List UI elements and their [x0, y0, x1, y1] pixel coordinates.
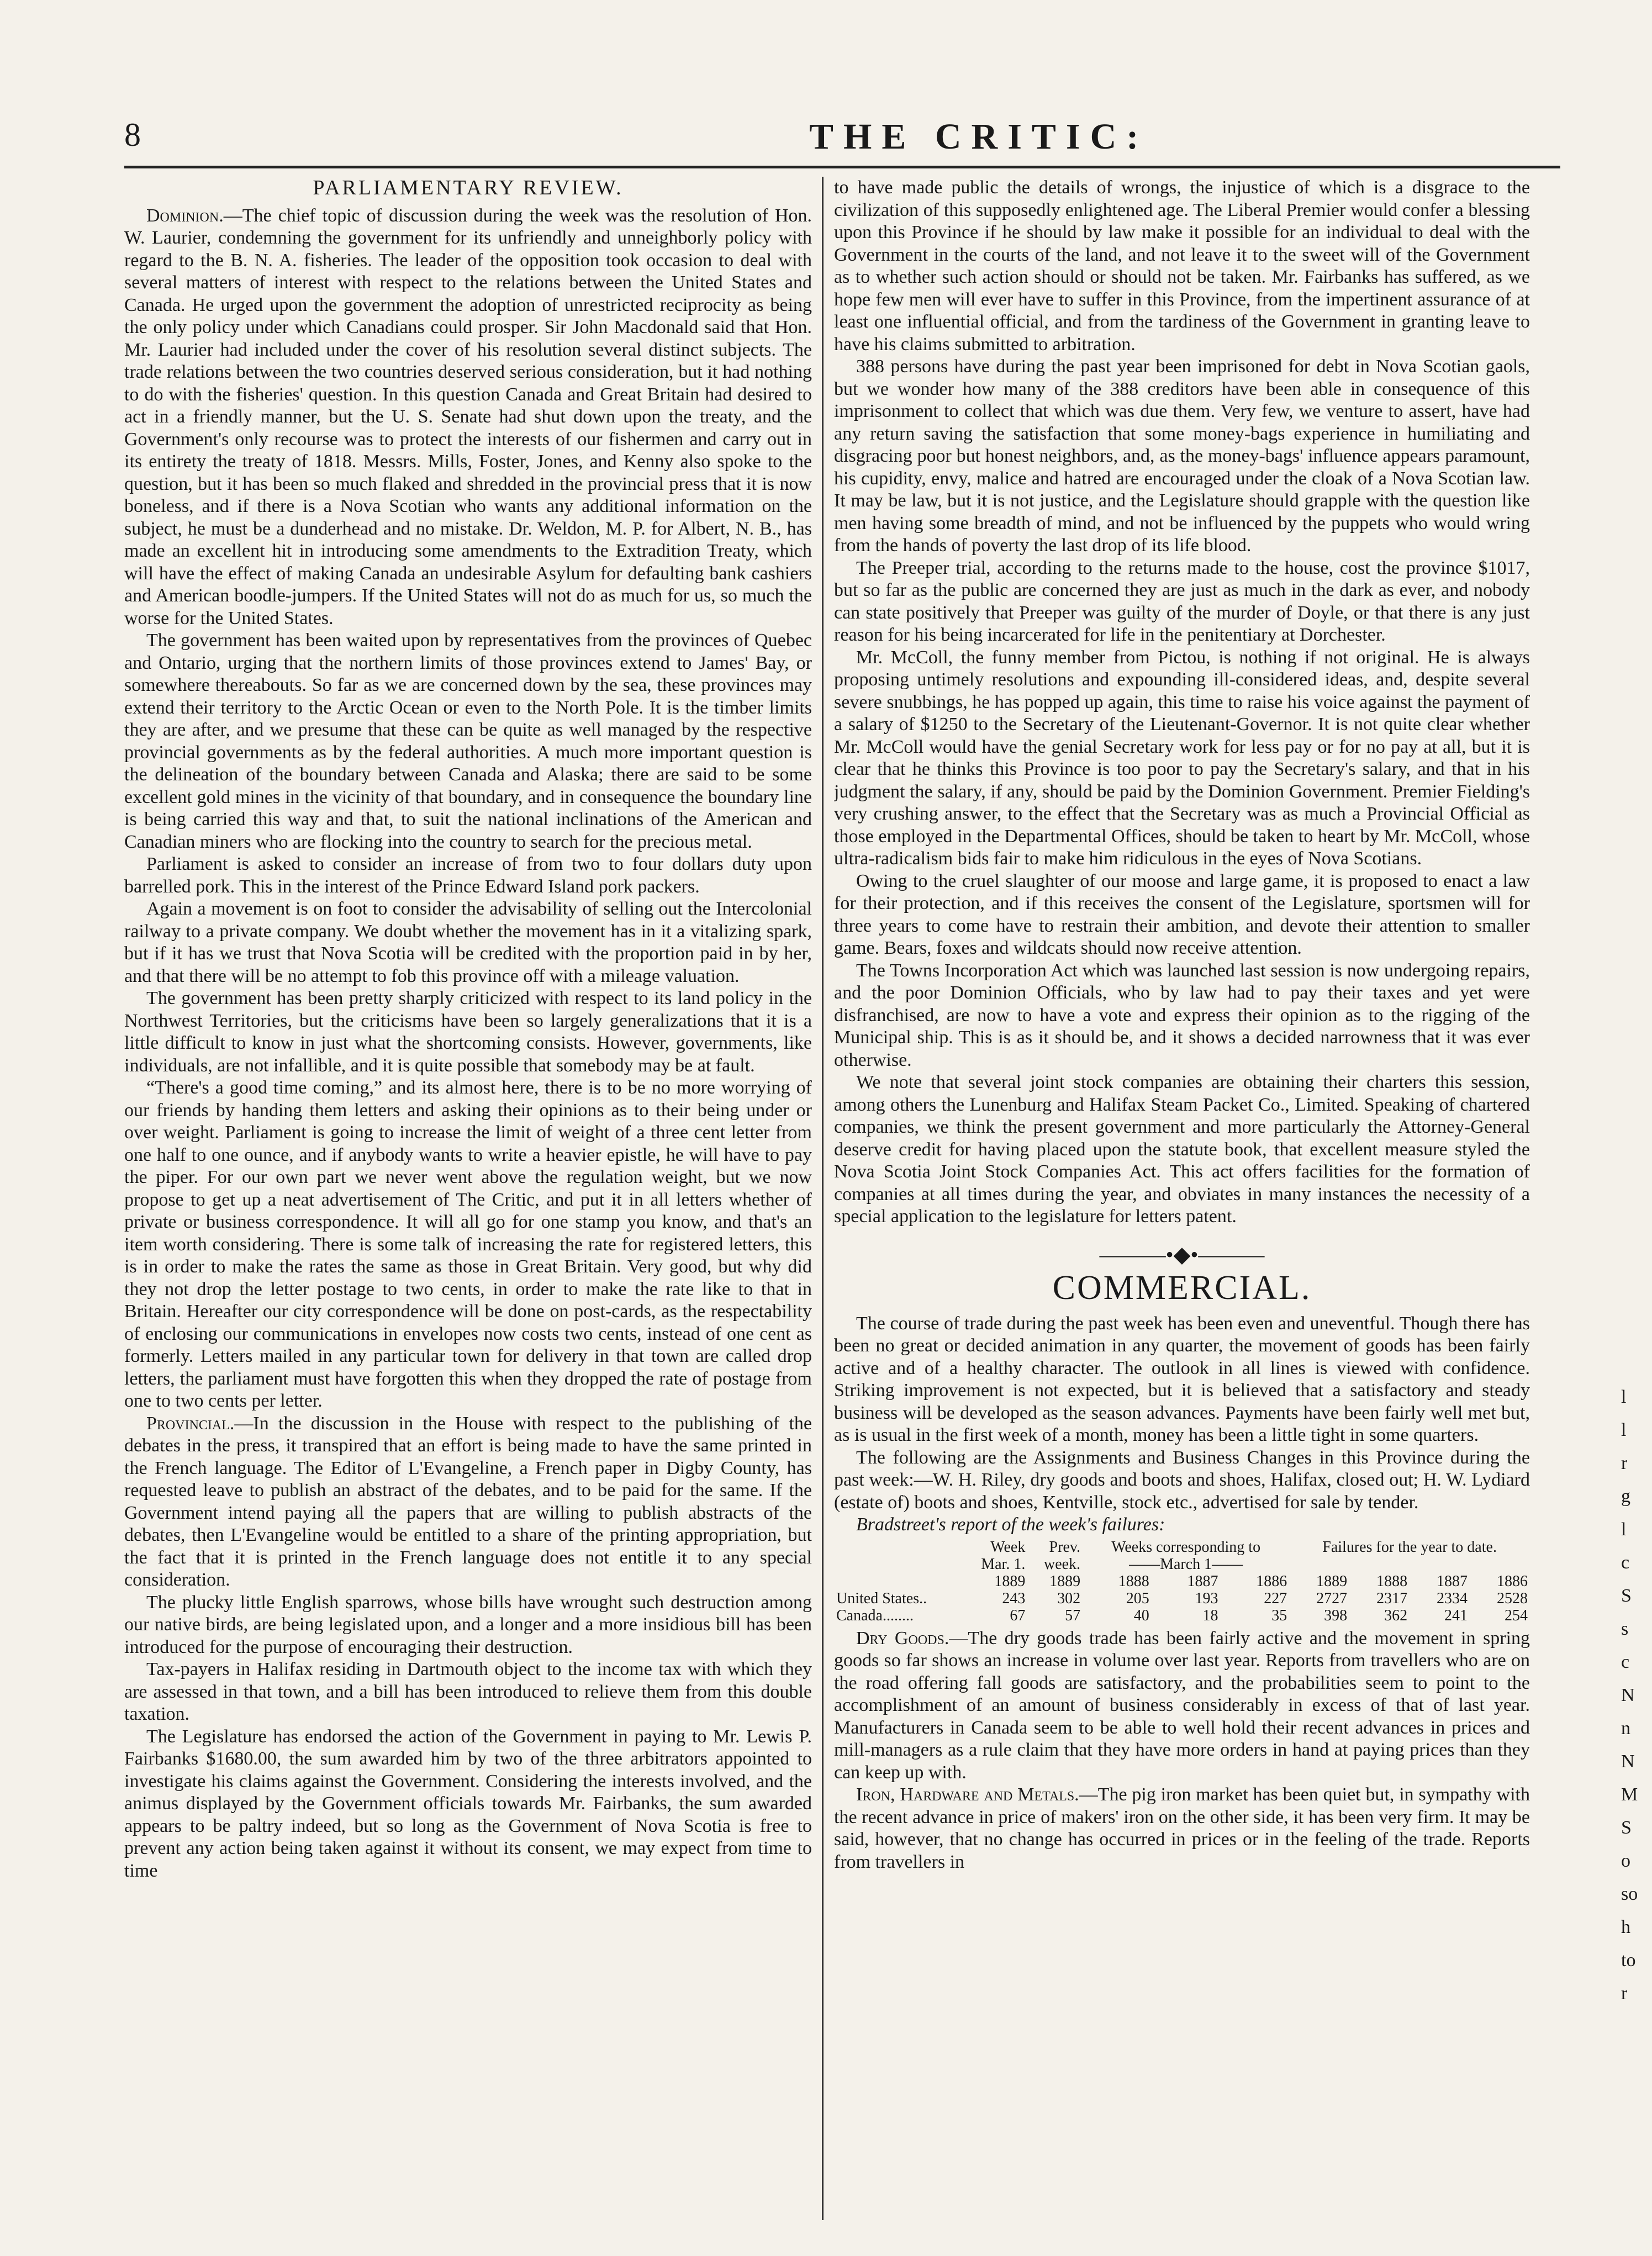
table-cell: 18 [1202, 1607, 1218, 1624]
table-cell: 35 [1271, 1607, 1287, 1624]
table-cell: 40 [1133, 1607, 1149, 1624]
right-column [834, 177, 1530, 2220]
table-caption-text: Bradstreet's report of the week's failures: [856, 1514, 1165, 1535]
column-divider [822, 177, 824, 2220]
table-header-row [834, 1539, 1530, 1556]
edge-char: so [1621, 1884, 1638, 1904]
table-cell: 1887 [1436, 1572, 1468, 1590]
table-header-cell: Weeks corresponding to [1111, 1538, 1261, 1556]
paragraph: The following are the Assignments and Business Changes in this Province during the past week:—W. H. Riley, dry goods and boots and shoes, Halifax, closed out; H. W. Lydiard (estate of) boots and shoes, Kentville, stock etc., advertised for sale by tender. [834, 1447, 1530, 1513]
paragraph: The government has been pretty sharply criticized with respect to its land policy in the Northwest Territories, but the criticisms have been so largely generalizations that it is a little difficult to know in just what the shortcoming consists. However, governments, like individuals, are not infallible, and it is quite possible that somebody may be at fault. [124, 988, 812, 1076]
table-cell: 398 [1324, 1607, 1348, 1624]
table-cell: 1888 [1376, 1572, 1408, 1590]
edge-char: l [1621, 1420, 1627, 1440]
edge-char: h [1621, 1917, 1630, 1937]
paragraph-text: —The pig iron market has been quiet but, in sympathy with the recent advance in price of makers' iron on the other side, it has been very firm. It may be said, however, that no change has occurred in prices or in the feeling of the trade. Reports from travellers in [834, 1784, 1530, 1872]
table-cell: 67 [1010, 1607, 1026, 1624]
table-cell: 362 [1384, 1607, 1408, 1624]
paragraph: 388 persons have during the past year been imprisoned for debt in Nova Scotian gaols, but we wonder how many of the 388 creditors have been able in consequence of this imprisonment to collect that which was due them. Very few, we venture to assert, have had any return saving the satisfaction that some money-bags experience in humiliating and disgracing poor but honest neighbors, and, as the money-bags' influence appears paramount, his cupidity, envy, malice and hatred are encouraged under the cloak of a Nova Scotian law. It may be law, but it is not justice, and the Legislature should grapple with the question like men having some breadth of mind, and not be influenced by the puppets who would wring from the hands of poverty the last drop of its life blood. [834, 356, 1530, 556]
commercial-title: COMMERCIAL. [1052, 1269, 1312, 1307]
table-header-cell: week. [1043, 1555, 1081, 1573]
edge-char: l [1621, 1519, 1627, 1540]
page-number: 8 [124, 117, 141, 153]
table-cell: 254 [1505, 1607, 1528, 1624]
table-row-label: United States.. [836, 1589, 927, 1607]
failures-table [834, 1539, 1530, 1624]
table-cell: 2727 [1316, 1589, 1348, 1607]
table-caption [834, 1514, 1530, 1536]
section-divider-ornament: ———•◆•——— [1099, 1241, 1265, 1267]
table-row [834, 1607, 1530, 1624]
paragraph: We note that several joint stock companies are obtaining their charters this session, among others the Lunenburg and Halifax Steam Packet Co., Limited. Speaking of chartered companies, we think the present government and more particularly the Attorney-General deserve credit for having placed upon the statute book, that excellent measure styled the Nova Scotia Joint Stock Companies Act. This act offers facilities for the formation of companies at all times during the year, and obviates in many instances the necessity of a special application to the legislature for letters patent. [834, 1072, 1530, 1227]
table-year-row [834, 1573, 1530, 1590]
table-header-cell: Mar. 1. [981, 1555, 1026, 1573]
paragraph: Owing to the cruel slaughter of our moose and large game, it is proposed to enact a law for their protection, and if this receives the consent of the Legislature, sportsmen will for three years to come have to restrain their ambition, and devote their attention to smaller game. Bears, foxes and wildcats should now receive attention. [834, 870, 1530, 958]
paragraph: The course of trade during the past week has been even and uneventful. Though there has been no great or decided animation in any quarter, the movement of goods has been fairly active and of a healthy character. The outlook in all lines is viewed with confidence. Striking improvement is not expected, but it is believed that a satisfactory and steady business will be developed as the season advances. Payments have been fairly well met but, as is usual in the first week of a month, money has been a little tight in some quarters. [834, 1313, 1530, 1445]
edge-char: S [1621, 1586, 1632, 1606]
table-header-cell: ——March 1—— [1129, 1555, 1243, 1573]
edge-char: r [1621, 1453, 1628, 1473]
table-cell: 1888 [1118, 1572, 1149, 1590]
paragraph [124, 1413, 812, 1592]
edge-char: c [1621, 1552, 1630, 1573]
paragraph [124, 205, 812, 630]
edge-char: N [1621, 1685, 1635, 1705]
paragraph [834, 1784, 1530, 1873]
table-cell: 227 [1264, 1589, 1287, 1607]
table-row [834, 1590, 1530, 1607]
table-header-cell: Prev. [1049, 1538, 1081, 1556]
table-header-cell: Failures for the year to date. [1322, 1538, 1497, 1556]
paragraph-text: —The dry goods trade has been fairly active and the movement in spring goods so far shows an increase in volume over last year. Reports from travellers who are on the road offering fall goods are satisfactory, and the probabilities seem to point to the accomplishment of an amount of business considerably in excess of that of last year. Manufacturers in Canada seem to be able to well hold their recent advances in prices and mill-managers as a rule claim that they have more orders in hand at paying prices than they can keep up with. [834, 1628, 1530, 1783]
table-cell: 1886 [1256, 1572, 1287, 1590]
paragraph: Parliament is asked to consider an increase of from two to four dollars duty upon barrelled pork. This in the interest of the Prince Edward Island pork packers. [124, 854, 812, 897]
paragraph-lead: Dry Goods. [856, 1628, 949, 1649]
table-cell: 193 [1195, 1589, 1218, 1607]
table-cell: 1887 [1187, 1572, 1218, 1590]
table-cell: 2334 [1436, 1589, 1468, 1607]
parliamentary-review-title: PARLIAMENTARY REVIEW. [313, 177, 624, 199]
table-cell: 2528 [1497, 1589, 1528, 1607]
adjacent-page-edge-text [1621, 1381, 1649, 2010]
paragraph: The Legislature has endorsed the action of the Government in paying to Mr. Lewis P. Fairbanks $1680.00, the sum awarded him by two of the three arbitrators appointed to investigate his claims against the Government. Considering the interests involved, and the animus displayed by the Government officials towards Mr. Fairbanks, the sum awarded appears to be paltry indeed, but so long as the Government of Nova Scotia is free to prevent any action being taken against it without its consent, we may expect from time to time [124, 1726, 812, 1881]
page-header [124, 116, 1560, 160]
table-cell: 205 [1126, 1589, 1149, 1607]
paragraph-lead: Dominion. [146, 205, 224, 226]
edge-char: o [1621, 1851, 1630, 1871]
paragraph [834, 1628, 1530, 1784]
paragraph: “There's a good time coming,” and its almost here, there is to be no more worrying of our friends by handing them letters and asking their opinions as to their being under or over weight. Parliament is going to increase the limit of weight of a three cent letter from one half to one ounce, and if anybody wants to write a heavier epistle, he will have to pay the piper. For our own part we never went above the regulation weight, but we now propose to get up a neat advertisement of The Critic, and put it in all letters whether of private or business correspondence. It will all go for one stamp you know, and that's an item worth considering. There is some talk of increasing the rate for registered letters, this is in order to make the rates the same as those in Great Britain. Very good, but why did they not drop the letter postage to two cents, in order to make the rate like to that in Britain. Hereafter our city correspondence will be done on post-cards, as the respectability of enclosing our communications in envelopes now costs two cents, instead of one cent as formerly. Letters mailed in any particular town for delivery in that town are called drop letters, the parliament must have forgotten this when they dropped the rate of postage from one to two cents per letter. [124, 1077, 812, 1411]
table-header-cell: Week [990, 1538, 1026, 1556]
header-rule [124, 166, 1560, 168]
paragraph: The government has been waited upon by representatives from the provinces of Quebec and Ontario, urging that the northern limits of those provinces extend to James' Bay, or somewhere thereabouts. So far as we are concerned down by the sea, these provinces may extend their territory to the Arctic Ocean or even to the North Pole. It is the timber limits they are after, and we presume that these can be quite as well managed by the respective provincial governments as by the federal authorities. A much more important question is the delineation of the boundary between Canada and Alaska; there are said to be some excellent gold mines in the vicinity of that boundary, and in consequence the boundary line is being carried this way and that, to suit the national inclinations of the American and Canadian miners who are flocking into the country to search for the precious metal. [124, 630, 812, 852]
edge-char: S [1621, 1818, 1632, 1838]
paragraph: The Towns Incorporation Act which was launched last session is now undergoing repairs, and the poor Dominion Officials, who by law had to pay their taxes and yet were disfranchised, are now to have a vote and express their opinion as to the rigging of the Municipal ship. This is as it should be, and it shows a decided narrowness that it was ever otherwise. [834, 960, 1530, 1070]
paragraph: The plucky little English sparrows, whose bills have wrought such destruction among our native birds, are being legislated upon, and a longer and a more insidious bill has been introduced for the purpose of encouraging their destruction. [124, 1592, 812, 1657]
table-cell: 2317 [1376, 1589, 1408, 1607]
table-cell: 1889 [1049, 1572, 1081, 1590]
edge-char: N [1621, 1751, 1635, 1772]
table-cell: 241 [1444, 1607, 1468, 1624]
paragraph-text: —In the discussion in the House with respect to the publishing of the debates in the press, it transpired that an effort is being made to have the same printed in the French language. The Editor of L'Evangeline, a French paper in Digby County, has requested leave to publish an abstract of the debates, and to be paid for the same. If the Government intend paying all the papers that are willing to publish abstracts of the debates, then L'Evangeline would be entitled to a share of the printing appropriation, but the fact that it is printed in the French language does not entitle it to any special consideration. [124, 1413, 812, 1590]
paragraph-text: —The chief topic of discussion during the week was the resolution of Hon. W. Laurier, condemning the government for its unfriendly and unneighborly policy with regard to the B. N. A. fisheries. The leader of the opposition took occasion to deal with several matters of interest with respect to the relations between the United States and Canada. He urged upon the government the adoption of unrestricted reciprocity as being the only policy under which Canadians could prosper. Sir John Macdonald said that Hon. Mr. Laurier had included under the cover of his resolution several distinct subjects. The trade relations between the two countries deserved serious consideration, but it had nothing to do with the fisheries' question. In this question Canada and Great Britain had desired to act in a friendly manner, but the U. S. Senate had shut down upon the treaty, and the Government's only recourse was to protect the interests of our fishermen and carry out in its entirety the treaty of 1818. Messrs. Mills, Foster, Jones, and Kenny also spoke to the question, but it has been so much flaked and shredded in the provincial press that it is now boneless, and if there is a Nova Scotian who wants any additional information on the subject, he must be a dunderhead and no mistake. Dr. Weldon, M. P. for Albert, N. B., has made an excellent hit in introducing some amendments to the Extradition Treaty, which will have the effect of making Canada an undesirable Asylum for defaulting bank cashiers and American boodle-jumpers. If the United States will not do as much for us, so much the worse for the United States. [124, 205, 812, 628]
table-cell: 302 [1057, 1589, 1081, 1607]
paragraph: The Preeper trial, according to the returns made to the house, cost the province $1017, but so far as the public are concerned they are just as much in the dark as ever, and nobody can state positively that Preeper was guilty of the murder of Doyle, or that there is any just reason for his being incarcerated for life in the penitentiary at Dorchester. [834, 557, 1530, 645]
masthead-title: THE CRITIC: [809, 117, 1149, 157]
table-cell: 243 [1002, 1589, 1026, 1607]
table-cell: 57 [1065, 1607, 1081, 1624]
edge-char: to [1621, 1950, 1636, 1970]
edge-char: c [1621, 1652, 1630, 1672]
edge-char: l [1621, 1387, 1627, 1407]
table-row-label: Canada........ [836, 1607, 914, 1624]
paragraph: Mr. McColl, the funny member from Pictou, is nothing if not original. He is always proposing untimely resolutions and expounding ill-considered ideas, and, despite several severe snubbings, he has popped up again, this time to raise his voice against the payment of a salary of $1250 to the Secretary of the Lieutenant-Governor. It is not quite clear whether Mr. McColl would have the genial Secretary work for less pay or for no pay at all, but it is clear that he thinks this Province is too poor to pay the Secretary's salary, and that in his judgment the salary, if any, should be paid by the Dominion Government. Premier Fielding's very crushing answer, to the effect that the Secretary was as much a Provincial Official as those employed in the Departmental Offices, should be taken to heart by Mr. McColl, whose ultra-radicalism bids fair to make him ridiculous in the eyes of Nova Scotians. [834, 647, 1530, 869]
edge-char: g [1621, 1486, 1630, 1507]
table-cell: 1889 [1316, 1572, 1348, 1590]
paragraph-lead: Iron, Hardware and Metals. [856, 1784, 1079, 1805]
table-header-row [834, 1556, 1530, 1573]
edge-char: M [1621, 1784, 1638, 1805]
table-cell: 1889 [994, 1572, 1026, 1590]
edge-char: r [1621, 1983, 1628, 2004]
table-cell: 1886 [1497, 1572, 1528, 1590]
paragraph: to have made public the details of wrongs, the injustice of which is a disgrace to the civilization of this supposedly enlightened age. The Liberal Premier would confer a blessing upon this Province if he should by law make it possible for an individual to deal with the Government in the courts of the land, and not leave it to the sweet will of the Government as to whether such action should or should not be taken. Mr. Fairbanks has suffered, as we hope few men will ever have to suffer in this Province, from the impertinent assurance of at least one influential official, and from the tardiness of the Government in granting leave to have his claims submitted to arbitration. [834, 177, 1530, 355]
left-column [124, 177, 812, 2220]
edge-char: n [1621, 1718, 1630, 1739]
edge-char: s [1621, 1619, 1629, 1639]
paragraph: Again a movement is on foot to consider the advisability of selling out the Intercolonial railway to a private company. We doubt whether the movement has in it a vitalizing spark, but if it has we trust that Nova Scotia will be credited with the proportion paid in by her, and that there will be no attempt to fob this province off with a mileage valuation. [124, 899, 812, 986]
paragraph-lead: Provincial. [146, 1413, 235, 1434]
paragraph: Tax-payers in Halifax residing in Dartmouth object to the income tax with which they are assessed in that town, and a bill has been introduced to relieve them from this double taxation. [124, 1659, 812, 1724]
